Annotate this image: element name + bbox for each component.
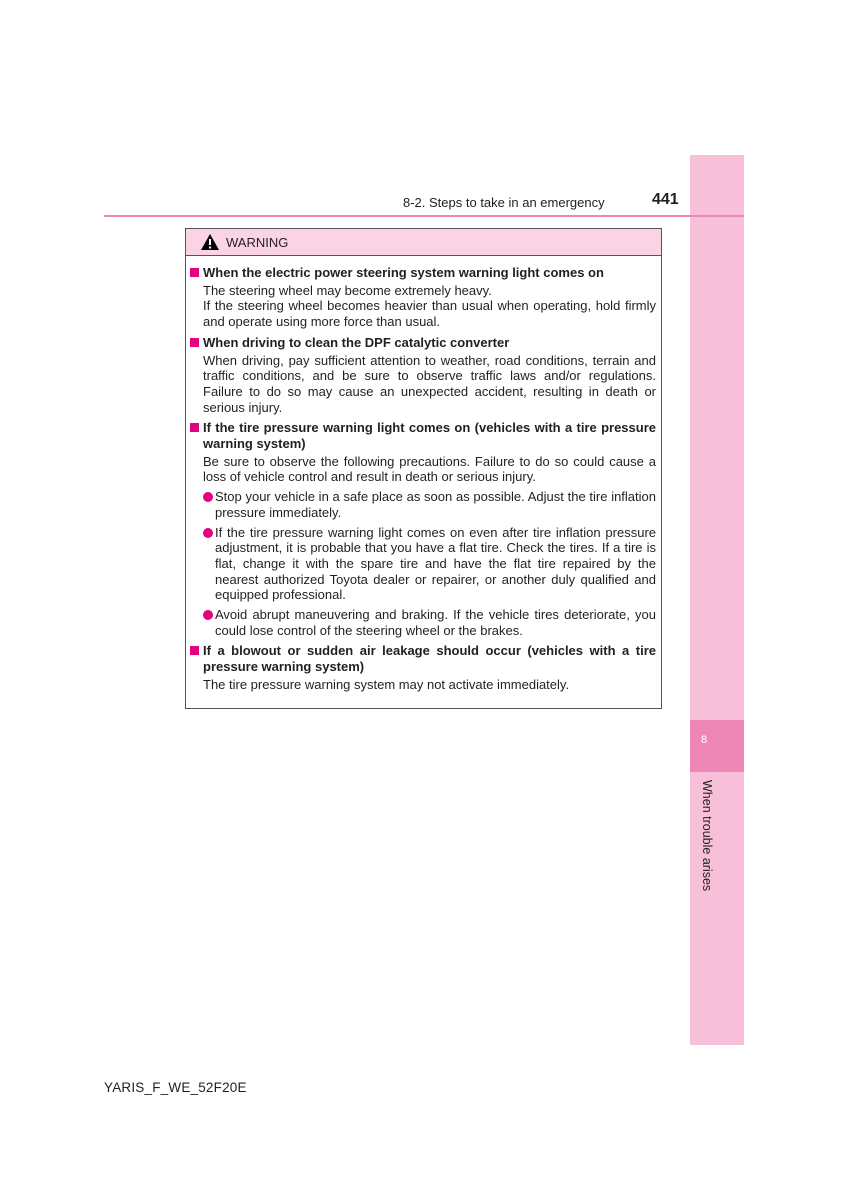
section-title: 8-2. Steps to take in an emergency <box>403 195 605 210</box>
circle-bullet-icon <box>203 492 213 502</box>
warning-section <box>190 420 656 638</box>
section-heading: If a blowout or sudden air leakage should occur (vehicles with a tire pressure warning system) <box>190 643 656 674</box>
section-heading: When driving to clean the DPF catalytic converter <box>190 335 656 351</box>
chapter-title: When trouble arises <box>700 780 714 892</box>
square-bullet-icon <box>190 423 199 432</box>
circle-bullet-icon <box>203 610 213 620</box>
square-bullet-icon <box>190 338 199 347</box>
section-heading: When the electric power steering system warning light comes on <box>190 265 656 281</box>
square-bullet-icon <box>190 646 199 655</box>
square-bullet-icon <box>190 268 199 277</box>
list-item: If the tire pressure warning light comes on even after tire inflation pressure adjustment, it is probable that you have a flat tire. Check the tires. If a tire is flat, change it with the spare tire and have the flat tire repaired by the nearest authorized Toyota dealer or repairer, or another duly qualified and equipped professional. <box>203 525 656 604</box>
paragraph: Be sure to observe the following precautions. Failure to do so could cause a loss of vehicle control and result in death or serious injury. <box>203 453 656 485</box>
warning-triangle-icon <box>200 233 220 251</box>
paragraph: The steering wheel may become extremely heavy. <box>203 282 492 298</box>
header-divider <box>104 215 744 217</box>
list-item: Stop your vehicle in a safe place as soon as possible. Adjust the tire inflation pressure immediately. <box>203 489 656 520</box>
paragraph: If the steering wheel becomes heavier than usual when operating, hold firmly and operate using more force than usual. <box>203 298 656 330</box>
warning-section <box>190 265 656 330</box>
warning-content <box>186 256 661 693</box>
paragraph: The tire pressure warning system may not activate immediately. <box>203 676 570 692</box>
paragraph: When driving, pay sufficient attention to weather, road conditions, terrain and traffic conditions, and be sure to observe traffic laws and/or regulations. Failure to do so may cause an unexpected accident, resulting in death or serious injury. <box>203 352 656 415</box>
chapter-number: 8 <box>700 734 708 746</box>
warning-box <box>185 228 662 709</box>
warning-section <box>190 335 656 416</box>
chapter-number-box <box>690 720 744 772</box>
circle-bullet-icon <box>203 528 213 538</box>
warning-label: WARNING <box>226 234 289 250</box>
section-heading: If the tire pressure warning light comes on (vehicles with a tire pressure warning system) <box>190 420 656 451</box>
side-tab <box>690 155 744 1045</box>
warning-header <box>186 229 661 256</box>
list-item: Avoid abrupt maneuvering and braking. If the vehicle tires deteriorate, you could lose control of the steering wheel or the brakes. <box>203 607 656 638</box>
warning-section <box>190 643 656 692</box>
document-code: YARIS_F_WE_52F20E <box>104 1080 247 1095</box>
page-number: 441 <box>652 191 679 208</box>
